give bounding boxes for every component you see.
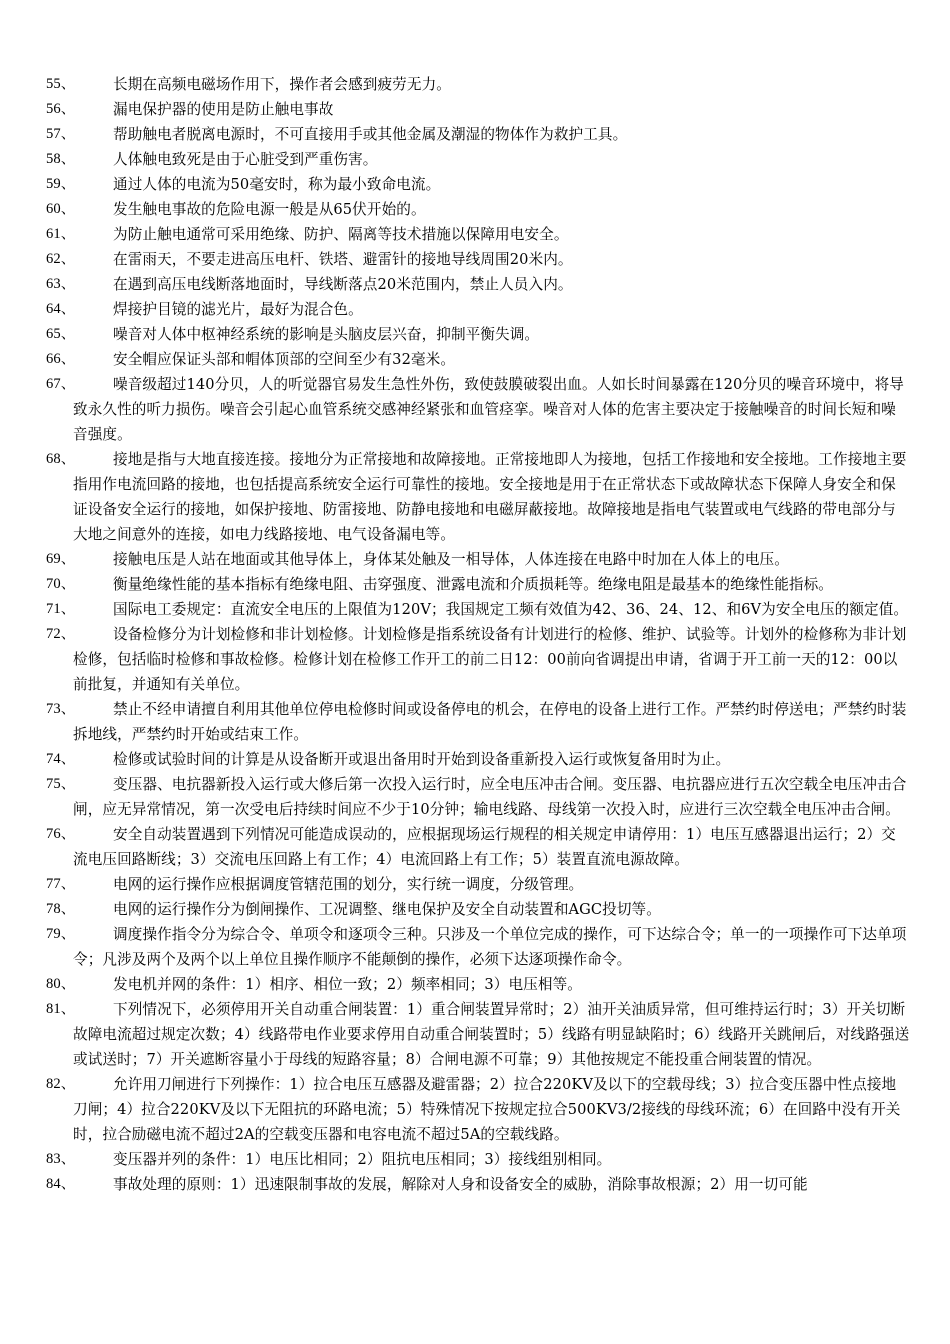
item-text: 噪音级超过140分贝，人的听觉器官易发生急性外伤，致使鼓膜破裂出血。人如长时间暴露在120分贝的噪音环境中，将导致永久性的听力损伤。噪音会引起心血管系统交感神经紧张和血管痉挛。噪音对人体的危害主要决定于接触噪音的时间长短和噪音强度。 [73, 376, 905, 443]
item-text: 在遇到高压电线断落地面时，导线断落点20米范围内，禁止人员入内。 [113, 276, 573, 293]
list-item [0, 872, 950, 897]
item-text: 长期在高频电磁场作用下，操作者会感到疲劳无力。 [113, 76, 451, 93]
item-text: 发生触电事故的危险电源一般是从65伏开始的。 [113, 201, 426, 218]
list-item [0, 822, 950, 872]
item-text: 在雷雨天，不要走进高压电杆、铁塔、避雷针的接地导线周围20米内。 [113, 251, 573, 268]
item-text: 人体触电致死是由于心脏受到严重伤害。 [113, 151, 378, 168]
item-number: 62、 [46, 251, 76, 267]
item-number: 67、 [46, 376, 76, 392]
item-text: 电网的运行操作应根据调度管辖范围的划分，实行统一调度，分级管理。 [113, 876, 584, 893]
item-number: 75、 [46, 776, 76, 792]
item-text: 电网的运行操作分为倒闸操作、工况调整、继电保护及安全自动装置和AGC投切等。 [113, 901, 661, 918]
item-number: 80、 [46, 976, 76, 992]
list-item [0, 997, 950, 1072]
list-item [0, 972, 950, 997]
item-number: 66、 [46, 351, 76, 367]
item-number: 68、 [46, 451, 76, 467]
item-text: 变压器并列的条件：1）电压比相同；2）阻抗电压相同；3）接线组别相同。 [113, 1151, 612, 1168]
item-number: 72、 [46, 626, 76, 642]
item-number: 64、 [46, 301, 76, 317]
list-item [0, 447, 950, 547]
list-item [0, 97, 950, 122]
item-text: 衡量绝缘性能的基本指标有绝缘电阻、击穿强度、泄露电流和介质损耗等。绝缘电阻是最基本的绝缘性能指标。 [113, 576, 833, 593]
list-item [0, 347, 950, 372]
item-text: 检修或试验时间的计算是从设备断开或退出备用时开始到设备重新投入运行或恢复备用时为止。 [113, 751, 731, 768]
item-text: 接地是指与大地直接连接。接地分为正常接地和故障接地。正常接地即人为接地，包括工作接地和安全接地。工作接地主要指用作电流回路的接地，也包括提高系统安全运行可靠性的接地。安全接地是用于在正常状态下或故障状态下保障人身安全和保证设备安全运行的接地，如保护接地、防雷接地、防静电接地和电磁屏蔽接地。故障接地是指电气装置或电气线路的带电部分与大地之间意外的连接，如电力线路接地、电气设备漏电等。 [73, 451, 907, 543]
list-item [0, 922, 950, 972]
list-item [0, 297, 950, 322]
list-item [0, 1172, 950, 1197]
list-item [0, 1072, 950, 1147]
item-text: 禁止不经申请擅自利用其他单位停电检修时间或设备停电的机会，在停电的设备上进行工作。严禁约时停送电；严禁约时装拆地线，严禁约时开始或结束工作。 [73, 701, 907, 743]
item-text: 事故处理的原则：1）迅速限制事故的发展，解除对人身和设备安全的威胁，消除事故根源；2）用一切可能 [113, 1176, 808, 1193]
item-number: 73、 [46, 701, 76, 717]
item-number: 79、 [46, 926, 76, 942]
list-item [0, 572, 950, 597]
item-text: 下列情况下，必须停用开关自动重合闸装置：1）重合闸装置异常时；2）油开关油质异常，但可维持运行时；3）开关切断故障电流超过规定次数；4）线路带电作业要求停用自动重合闸装置时；5）线路有明显缺陷时；6）线路开关跳闸后，对线路强送或试送时；7）开关遮断容量小于母线的短路容量；8）合闸电源不可靠；9）其他按规定不能投重合闸装置的情况。 [73, 1001, 910, 1068]
list-item [0, 72, 950, 97]
list-item [0, 747, 950, 772]
list-item [0, 147, 950, 172]
list-item [0, 597, 950, 622]
item-text: 变压器、电抗器新投入运行或大修后第一次投入运行时，应全电压冲击合闸。变压器、电抗器应进行五次空载全电压冲击合闸，应无异常情况，第一次受电后持续时间应不少于10分钟；输电线路、母线第一次投入时，应进行三次空载全电压冲击合闸。 [73, 776, 907, 818]
list-item [0, 697, 950, 747]
item-number: 77、 [46, 876, 76, 892]
item-number: 56、 [46, 101, 76, 117]
item-text: 通过人体的电流为50毫安时，称为最小致命电流。 [113, 176, 441, 193]
item-text: 国际电工委规定：直流安全电压的上限值为120V；我国规定工频有效值为42、36、24、12、和6V为安全电压的额定值。 [113, 601, 909, 618]
item-number: 65、 [46, 326, 76, 342]
list-item [0, 547, 950, 572]
item-number: 60、 [46, 201, 76, 217]
item-number: 70、 [46, 576, 76, 592]
item-number: 55、 [46, 76, 76, 92]
item-text: 帮助触电者脱离电源时，不可直接用手或其他金属及潮湿的物体作为救护工具。 [113, 126, 628, 143]
list-item [0, 122, 950, 147]
item-number: 58、 [46, 151, 76, 167]
item-text: 允许用刀闸进行下列操作：1）拉合电压互感器及避雷器；2）拉合220KV及以下的空载母线；3）拉合变压器中性点接地刀闸；4）拉合220KV及以下无阻抗的环路电流；5）特殊情况下按规定拉合500KV3/2接线的母线环流；6）在回路中没有开关时，拉合励磁电流不超过2A的空载变压器和电容电流不超过5A的空载线路。 [73, 1076, 901, 1143]
list-item [0, 172, 950, 197]
item-text: 调度操作指令分为综合令、单项令和逐项令三种。只涉及一个单位完成的操作，可下达综合令；单一的一项操作可下达单项令；凡涉及两个及两个以上单位且操作顺序不能颠倒的操作，必须下达逐项操作命令。 [73, 926, 907, 968]
item-number: 82、 [46, 1076, 76, 1092]
list-item [0, 622, 950, 697]
item-number: 76、 [46, 826, 76, 842]
list-item [0, 272, 950, 297]
item-text: 安全自动装置遇到下列情况可能造成误动的，应根据现场运行规程的相关规定申请停用：1）电压互感器退出运行；2）交流电压回路断线；3）交流电压回路上有工作；4）电流回路上有工作；5）装置直流电源故障。 [73, 826, 896, 868]
item-number: 84、 [46, 1176, 76, 1192]
list-item [0, 772, 950, 822]
item-number: 69、 [46, 551, 76, 567]
item-text: 漏电保护器的使用是防止触电事故 [113, 101, 334, 118]
list-item [0, 897, 950, 922]
document-page [0, 72, 950, 1197]
item-text: 为防止触电通常可采用绝缘、防护、隔离等技术措施以保障用电安全。 [113, 226, 569, 243]
item-number: 57、 [46, 126, 76, 142]
list-item [0, 322, 950, 347]
item-number: 81、 [46, 1001, 76, 1017]
list-item [0, 222, 950, 247]
item-number: 61、 [46, 226, 76, 242]
item-text: 安全帽应保证头部和帽体顶部的空间至少有32毫米。 [113, 351, 456, 368]
list-item [0, 247, 950, 272]
item-text: 设备检修分为计划检修和非计划检修。计划检修是指系统设备有计划进行的检修、维护、试验等。计划外的检修称为非计划检修，包括临时检修和事故检修。检修计划在检修工作开工的前二日12：00前向省调提出申请，省调于开工前一天的12：00以前批复，并通知有关单位。 [73, 626, 907, 693]
list-item [0, 1147, 950, 1172]
list-item [0, 372, 950, 447]
item-text: 接触电压是人站在地面或其他导体上，身体某处触及一相导体，人体连接在电路中时加在人体上的电压。 [113, 551, 789, 568]
item-number: 59、 [46, 176, 76, 192]
item-number: 63、 [46, 276, 76, 292]
list-item [0, 197, 950, 222]
item-text: 焊接护目镜的滤光片，最好为混合色。 [113, 301, 363, 318]
item-text: 噪音对人体中枢神经系统的影响是头脑皮层兴奋，抑制平衡失调。 [113, 326, 540, 343]
item-number: 78、 [46, 901, 76, 917]
item-number: 71、 [46, 601, 76, 617]
item-text: 发电机并网的条件：1）相序、相位一致；2）频率相同；3）电压相等。 [113, 976, 582, 993]
item-number: 83、 [46, 1151, 76, 1167]
item-number: 74、 [46, 751, 76, 767]
